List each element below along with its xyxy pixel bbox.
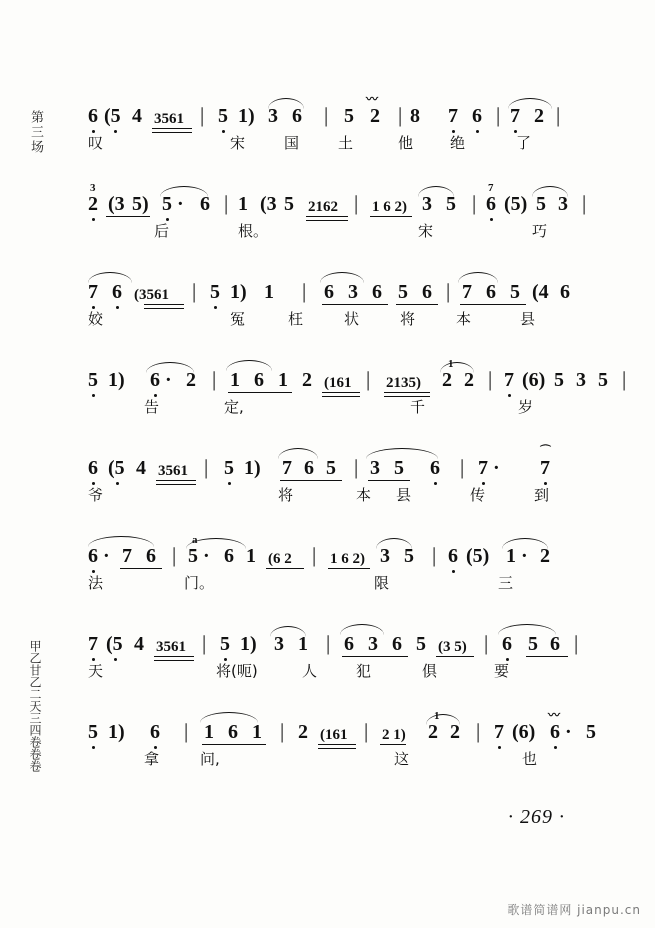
- lyric-syllable: 绝: [450, 134, 466, 152]
- music-system: [88, 276, 570, 364]
- lyric-syllable: 巧: [532, 222, 548, 240]
- lyric-syllable: 这: [394, 750, 410, 768]
- lyric-syllable: 县: [520, 310, 536, 328]
- notation-row: 3 2 (3 5) 5 · 6 | 1 (3 5 2162 | 1 6 2) 3 5 | 7 6 (5) 5 3 |: [88, 188, 558, 222]
- lyric-row: [88, 222, 558, 248]
- lyric-row: [88, 310, 558, 336]
- lyric-syllable: 告: [144, 398, 160, 416]
- music-system: [88, 708, 596, 804]
- lyric-syllable: 姣: [88, 310, 104, 328]
- notation-row: 7 6 (3561 | 5 1) 1 | 6 3 6 5 6 | 7 6 5 (4 6: [88, 276, 558, 310]
- lyric-syllable: 将: [278, 486, 294, 504]
- page-number-dot-right: ·: [559, 806, 565, 828]
- notation-row: 7 (5 4 3561 | 5 1) 3 1 | 6 3 6 5 (3 5) | 6 5 6 |: [88, 628, 558, 662]
- notation-row: 5 1) 6 · 2 | 1 6 1 2 (161 | 2135) 1 2 2 | 7 (6) 5 3 5 |: [88, 364, 558, 398]
- lyric-syllable: 岁: [518, 398, 534, 416]
- lyric-row: [88, 486, 558, 512]
- notation-row: 6 · 7 6 | a 5 · 6 1 (6 2 | 1 6 2) 3 5 | 6 (5) 1 · 2: [88, 540, 558, 574]
- lyric-syllable: 定,: [224, 398, 244, 416]
- spine-label-top: 第三场: [29, 110, 44, 155]
- music-system: [88, 92, 561, 188]
- lyric-syllable: 本: [356, 486, 372, 504]
- notation-row: 6 (5 4 3561 | 5 1) 3 6 | 5 2 〰 | 8 7 6 | 7 2 |: [88, 100, 558, 134]
- lyric-syllable: 宋: [418, 222, 434, 240]
- site-watermark: 歌谱简谱网 jianpu.cn: [507, 903, 641, 917]
- notation-row: 6 (5 4 3561 | 5 1) 7 6 5 | 3 5 6 | 7 · 7 ⌒: [88, 452, 558, 486]
- lyric-syllable: 枉: [288, 310, 304, 328]
- music-staff-area: [88, 92, 627, 804]
- lyric-syllable: 俱: [422, 662, 438, 680]
- music-system: [88, 628, 579, 716]
- lyric-syllable: 宋: [230, 134, 246, 152]
- lyric-syllable: 国: [284, 134, 300, 152]
- lyric-syllable: 后: [154, 222, 170, 240]
- lyric-syllable: 也: [522, 750, 538, 768]
- lyric-syllable: 问,: [200, 750, 220, 768]
- lyric-syllable: 爷: [88, 486, 104, 504]
- lyric-syllable: 天: [88, 662, 104, 680]
- lyric-syllable: 县: [396, 486, 412, 504]
- lyric-syllable: 状: [344, 310, 360, 328]
- lyric-row: [88, 134, 558, 160]
- lyric-syllable: 将: [400, 310, 416, 328]
- notation-row: 5 1) 6 | 1 6 1 | 2 (161 | 2 1) 1 2 2 | 7 (6) 6 · 5 〰: [88, 716, 558, 750]
- lyric-syllable: 将(呃): [216, 662, 258, 680]
- lyric-syllable: 本: [456, 310, 472, 328]
- lyric-syllable: 传: [470, 486, 486, 504]
- lyric-syllable: 土: [338, 134, 354, 152]
- music-system: [88, 182, 587, 276]
- lyric-syllable: 到: [534, 486, 550, 504]
- page-number-value: 269: [520, 806, 553, 828]
- page-number-dot-left: ·: [508, 806, 514, 828]
- lyric-syllable: 法: [88, 574, 104, 592]
- lyric-row: [88, 750, 558, 776]
- lyric-syllable: 叹: [88, 134, 104, 152]
- page-number: [508, 806, 565, 829]
- spine-label-bottom: 甲乙甘乙二天三四卷卷卷: [28, 640, 42, 772]
- music-system: [88, 358, 627, 452]
- lyric-syllable: 冤: [230, 310, 246, 328]
- lyric-syllable: 犯: [356, 662, 372, 680]
- music-system: [88, 534, 558, 628]
- lyric-row: [88, 574, 558, 600]
- lyric-syllable: 限: [374, 574, 390, 592]
- lyric-syllable: 根。: [238, 222, 269, 240]
- lyric-syllable: 拿: [144, 750, 160, 768]
- lyric-syllable: 三: [498, 574, 514, 592]
- lyric-row: [88, 662, 558, 688]
- lyric-syllable: 他: [398, 134, 414, 152]
- lyric-row: [88, 398, 558, 424]
- lyric-syllable: 门。: [184, 574, 215, 592]
- lyric-syllable: 千: [410, 398, 426, 416]
- lyric-syllable: 了: [516, 134, 532, 152]
- lyric-syllable: 人: [302, 662, 318, 680]
- lyric-syllable: 要: [494, 662, 510, 680]
- music-system: [88, 445, 558, 540]
